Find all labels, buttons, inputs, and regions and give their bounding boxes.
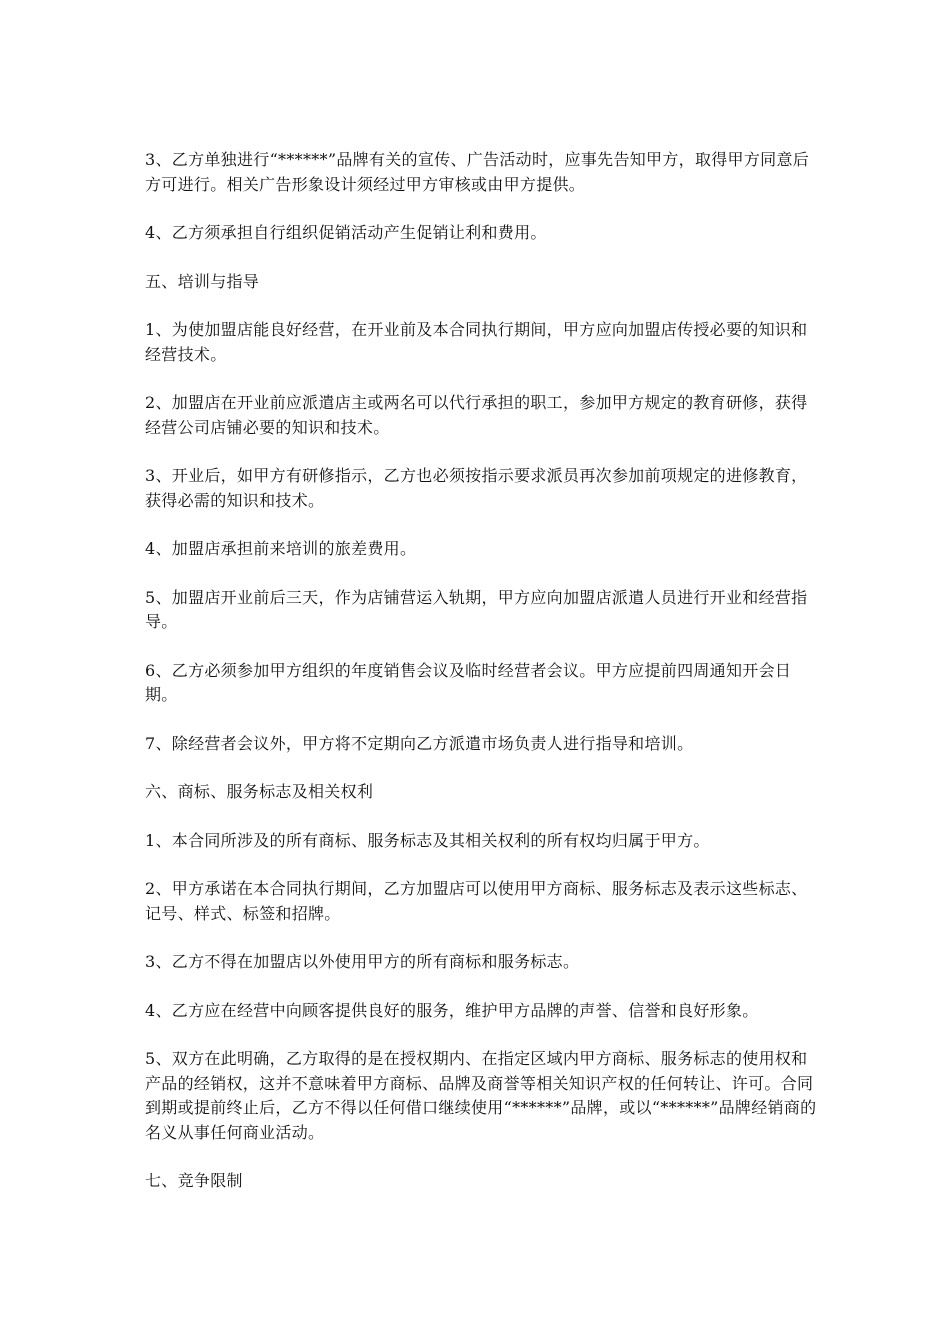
paragraph-trademark-2: 2、甲方承诺在本合同执行期间，乙方加盟店可以使用甲方商标、服务标志及表示这些标志、记号、样式、标签和招牌。 — [145, 879, 808, 923]
paragraph-trademark-1: 1、本合同所涉及的所有商标、服务标志及其相关权利的所有权均归属于甲方。 — [145, 830, 710, 850]
paragraph-training-5: 5、加盟店开业前后三天，作为店铺营运入轨期，甲方应向加盟店派遣人员进行开业和经营指导。 — [145, 587, 808, 631]
paragraph-training-7: 7、除经营者会议外，甲方将不定期向乙方派遣市场负责人进行指导和培训。 — [145, 733, 694, 753]
document-body — [145, 148, 820, 1218]
section-heading-competition: 七、竞争限制 — [145, 1171, 243, 1190]
paragraph-promotion-costs: 4、乙方须承担自行组织促销活动产生促销让利和费用。 — [145, 223, 547, 242]
section-heading-trademarks: 六、商标、服务标志及相关权利 — [145, 782, 374, 801]
paragraph-training-3: 3、开业后，如甲方有研修指示，乙方也必须按指示要求派员再次参加前项规定的进修教育，获得必需的知识和技术。 — [145, 466, 808, 510]
paragraph-trademark-4: 4、乙方应在经营中向顾客提供良好的服务，维护甲方品牌的声誉、信誉和良好形象。 — [145, 1000, 759, 1020]
paragraph-training-6: 6、乙方必须参加甲方组织的年度销售会议及临时经营者会议。甲方应提前四周通知开会日期。 — [145, 660, 792, 704]
paragraph-trademark-5: 5、双方在此明确，乙方取得的是在授权期内、在指定区域内甲方商标、服务标志的使用权和产品的经销权，这并不意味着甲方商标、品牌及商誉等相关知识产权的任何转让、许可。合同到期或提前终止后，乙方不得以任何借口继续使用“******”品牌，或以“******”品牌经销商的名义从事任何商业活动。 — [145, 1049, 817, 1142]
paragraph-training-4: 4、加盟店承担前来培训的旅差费用。 — [145, 539, 417, 558]
paragraph-training-1: 1、为使加盟店能良好经营，在开业前及本合同执行期间，甲方应向加盟店传授必要的知识和经营技术。 — [145, 320, 808, 364]
paragraph-trademark-3: 3、乙方不得在加盟店以外使用甲方的所有商标和服务标志。 — [145, 952, 580, 971]
section-heading-training: 五、培训与指导 — [145, 271, 260, 291]
paragraph-training-2: 2、加盟店在开业前应派遣店主或两名可以代行承担的职工，参加甲方规定的教育研修，获得经营公司店铺必要的知识和技术。 — [145, 393, 808, 437]
paragraph-promotion-approval: 3、乙方单独进行“******”品牌有关的宣传、广告活动时，应事先告知甲方，取得甲方同意后方可进行。相关广告形象设计须经过甲方审核或由甲方提供。 — [145, 150, 810, 194]
